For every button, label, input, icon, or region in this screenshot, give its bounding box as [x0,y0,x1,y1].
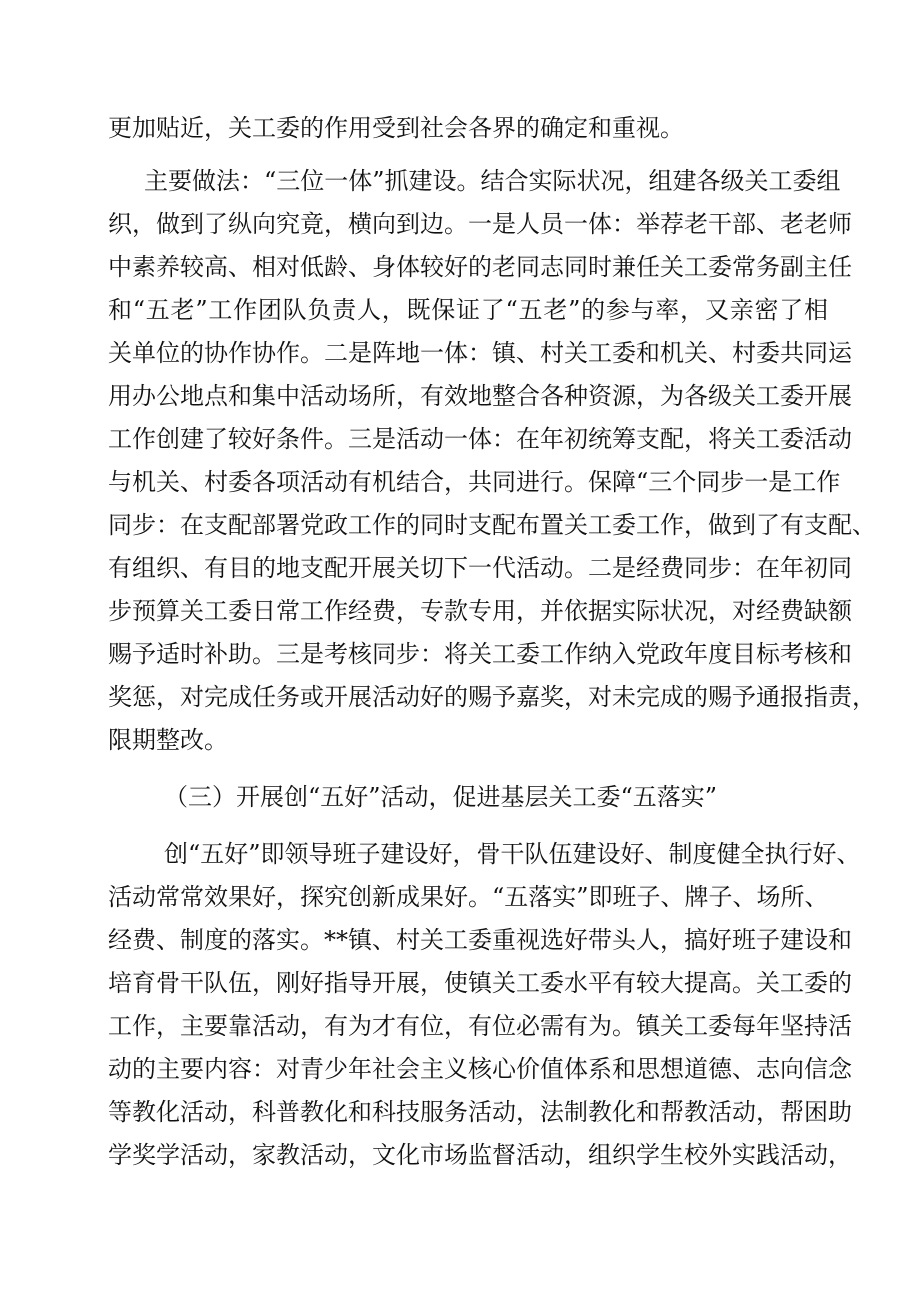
text-line: 关单位的协作协作。二是阵地一体：镇、村关工委和机关、村委共同运 [108,339,852,367]
text-line: 更加贴近，关工委的作用受到社会各界的确定和重视。 [108,114,684,142]
text-line: 织，做到了纵向究竟，横向到边。一是人员一体：举荐老干部、老老师 [108,210,852,238]
text-line: 动的主要内容：对青少年社会主义核心价值体系和思想道德、志向信念 [108,1055,852,1083]
text-line: 和“五老”工作团队负责人，既保证了“五老”的参与率，又亲密了相 [108,296,828,324]
text-line: 活动常常效果好，探究创新成果好。“五落实”即班子、牌子、场所、 [108,883,829,911]
text-line: 创“五好”即领导班子建设好，骨干队伍建设好、制度健全执行好、 [164,840,861,868]
text-line: 工作创建了较好条件。三是活动一体：在年初统筹支配，将关工委活动 [108,425,852,453]
text-line: 培育骨干队伍，刚好指导开展，使镇关工委水平有较大提高。关工委的 [108,969,852,997]
text-line: 限期整改。 [108,726,228,754]
text-line: 等教化活动，科普教化和科技服务活动，法制教化和帮教活动，帮困助 [108,1098,852,1126]
text-line: 学奖学活动，家教活动，文化市场监督活动，组织学生校外实践活动， [108,1141,852,1169]
text-line: 工作，主要靠活动，有为才有位，有位必需有为。镇关工委每年坚持活 [108,1012,852,1040]
text-line: 与机关、村委各项活动有机结合，共同进行。保障“三个同步一是工作 [108,468,841,496]
text-line: 步预算关工委日常工作经费，专款专用，并依据实际状况，对经费缺额 [108,597,852,625]
text-line: 中素养较高、相对低龄、身体较好的老同志同时兼任关工委常务副主任 [108,253,852,281]
text-line: 经费、制度的落实。**镇、村关工委重视选好带头人，搞好班子建设和 [108,926,852,954]
text-line: 赐予适时补助。三是考核同步：将关工委工作纳入党政年度目标考核和 [108,640,852,668]
section-heading: （三）开展创“五好”活动，促进基层关工委“五落实” [164,783,718,811]
text-line: 有组织、有目的地支配开展关切下一代活动。二是经费同步：在年初同 [108,554,852,582]
text-line: 同步：在支配部署党政工作的同时支配布置关工委工作，做到了有支配、 [108,511,876,539]
text-line: 奖惩，对完成任务或开展活动好的赐予嘉奖，对未完成的赐予通报指责， [108,683,876,711]
text-line: 用办公地点和集中活动场所，有效地整合各种资源，为各级关工委开展 [108,382,852,410]
text-line: 主要做法：“三位一体”抓建设。结合实际状况，组建各级关工委组 [144,167,841,195]
